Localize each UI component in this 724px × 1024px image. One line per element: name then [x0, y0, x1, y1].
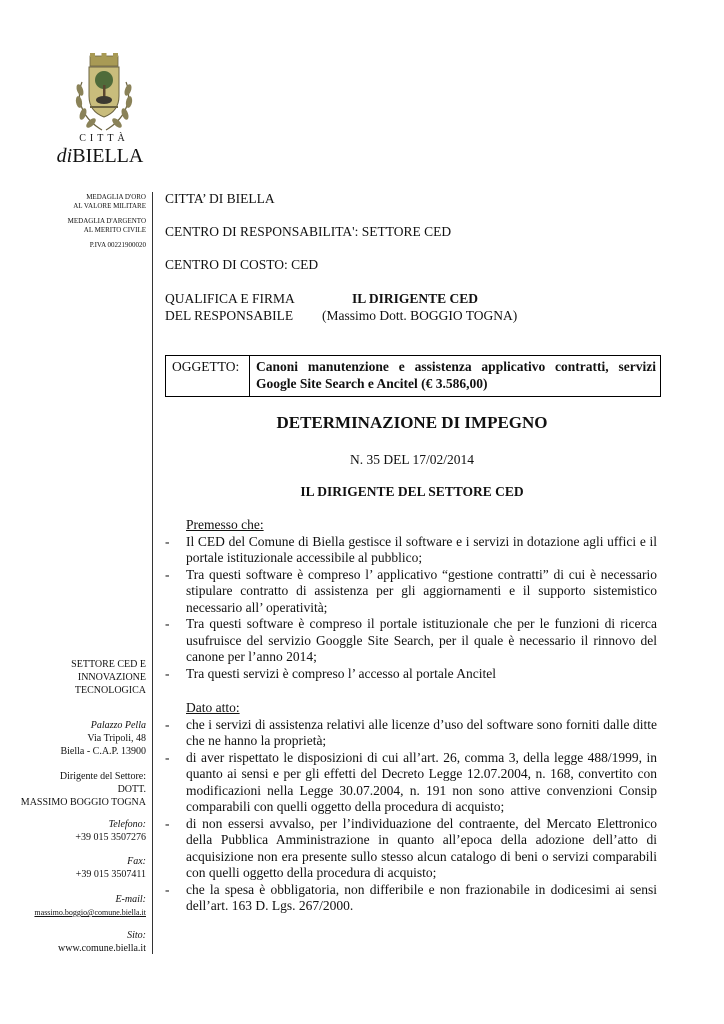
department-name: SETTORE CED E INNOVAZIONE TECNOLOGICA: [71, 659, 146, 696]
document-subtitle: IL DIRIGENTE DEL SETTORE CED: [300, 484, 524, 499]
department-manager: Dirigente del Settore: DOTT. MASSIMO BOGGIO TOGNA: [20, 771, 146, 808]
city-name: CITTA’ DI BIELLA: [165, 191, 275, 206]
list-item: - che i servizi di assistenza relativi alle licenze d’uso del software sono forniti dalle ditte che ne hanno la proprietà;: [165, 716, 657, 748]
list-item: - Tra questi software è compreso il portale istituzionale che per le funzioni di ricerca usufruisce del servizio Googgle Site Search, per il quale è necessario il rinnovo del canone per l’anno 2014;: [165, 616, 657, 664]
city-crest-logo: [72, 52, 136, 136]
email-link[interactable]: massimo.boggio@comune.biella.it: [34, 908, 146, 917]
responsibility-center: CENTRO DI RESPONSABILITA': SETTORE CED: [165, 224, 452, 239]
office-address: Palazzo Pella Via Tripoli, 48 Biella - C.A.P. 13900: [60, 720, 146, 757]
list-item: - di aver rispettato le disposizioni di cui all’art. 26, comma 3, della legge 488/1999, in quanto ai sensi e per gli effetti del Decreto Legge 12.07.2004, n. 168, convertito con modificazioni nella Legge 30.07.2004, n. 191 non sono attive convenzioni Consip comparabili con quelli oggetto della procedura di acquisto;: [165, 749, 657, 814]
premesso-section: [165, 517, 657, 682]
manager-role: IL DIRIGENTE CED: [352, 291, 479, 306]
logo-citta-text: CITTÀ: [79, 133, 129, 144]
email-info: E-mail: massimo.boggio@comune.biella.it: [34, 894, 146, 917]
subject-label: OGGETTO:: [166, 356, 250, 396]
list-item: - che la spesa è obbligatoria, non differibile e non frazionabile in dodicesimi ai sensi dell’art. 163 D. Lgs. 267/2000.: [165, 881, 657, 913]
qualification-label: QUALIFICA E FIRMA DEL RESPONSABILE: [165, 291, 295, 323]
website-link[interactable]: www.comune.biella.it: [58, 943, 146, 954]
sidebar-divider: [152, 192, 153, 954]
subject-box: [165, 355, 661, 397]
list-item: - Tra questi software è compreso l’ applicativo “gestione contratti” di cui è necessario stipulare contratto di assistenza per gli aggiornamenti e il supporto sistemistico necessario all’ operatività;: [165, 566, 657, 615]
subject-text: Canoni manutenzione e assistenza applicativo contratti, servizi Google Site Search e Ancitel (€ 3.586,00): [256, 359, 656, 391]
vat-number: P.IVA 00221900020: [89, 241, 146, 249]
phone-info: Telefono: +39 015 3507276: [75, 819, 146, 843]
premesso-heading: Premesso che:: [186, 517, 264, 532]
medal-silver: MEDAGLIA D'ARGENTO AL MERITO CIVILE: [67, 217, 146, 234]
medal-gold: MEDAGLIA D'ORO AL VALORE MILITARE: [73, 193, 146, 210]
list-item: - Tra questi servizi è compreso l’ accesso al portale Ancitel: [165, 665, 497, 681]
dato-atto-heading: Dato atto:: [186, 700, 240, 715]
list-item: - di non essersi avvalso, per l’individuazione del contraente, del Mercato Elettronico della Pubblica Amministrazione in quanto all’epoca della adozione dell’atto di acquisizione non era presente sullo stesso alcun catalogo di beni o servizi comparabili con quelli oggetto della procedura di acquisto;: [165, 815, 657, 880]
list-item: - Il CED del Comune di Biella gestisce il software e i servizi in dotazione agli uffici e il portale istituzionale accessibile al pubblico;: [165, 533, 657, 565]
document-title: DETERMINAZIONE DI IMPEGNO: [276, 413, 548, 432]
fax-info: Fax: +39 015 3507411: [75, 856, 146, 880]
website-info: Sito: www.comune.biella.it: [58, 930, 146, 954]
dato-atto-section: [165, 700, 657, 915]
cost-center: CENTRO DI COSTO: CED: [165, 257, 319, 272]
document-number: N. 35 DEL 17/02/2014: [350, 452, 474, 467]
manager-name: (Massimo Dott. BOGGIO TOGNA): [322, 307, 518, 323]
logo-biella-text: diBIELLA: [56, 145, 144, 167]
